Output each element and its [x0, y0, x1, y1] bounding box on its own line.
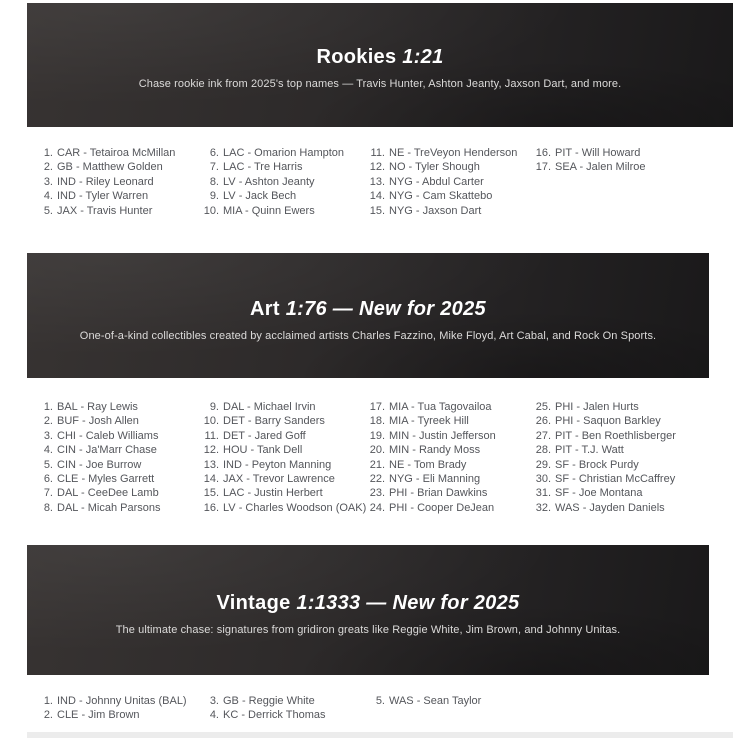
checklist-item: [202, 189, 368, 203]
item-label: WAS - Sean Taylor: [389, 695, 482, 707]
item-number: 6.: [209, 147, 219, 159]
item-label: IND - Peyton Manning: [223, 458, 332, 471]
item-label: MIN - Randy Moss: [389, 444, 481, 457]
item-number: 3.: [43, 175, 53, 188]
checklist-item: [36, 146, 202, 160]
vintage-banner: [27, 545, 709, 675]
art-banner-subtitle: One-of-a-kind collectibles created by acclaimed artists Charles Fazzino, Mike Floyd, Art Cabal, and Rock On Sports.: [79, 330, 657, 342]
item-number: 31.: [535, 487, 551, 500]
item-number: 20.: [369, 444, 385, 457]
item-label: LV - Charles Woodson (OAK): [223, 501, 367, 514]
item-number: 5.: [375, 695, 385, 707]
item-number: 23.: [369, 487, 385, 500]
item-number: 10.: [203, 204, 219, 217]
rookies-title-plain: Rookies: [316, 46, 403, 68]
checklist-item: [36, 414, 202, 428]
checklist-item: [202, 694, 368, 708]
checklist-item: [202, 429, 368, 443]
checklist-item: [534, 146, 700, 160]
checklist-item: [368, 443, 534, 457]
item-number: 14.: [369, 190, 385, 203]
item-number: 2.: [43, 709, 53, 722]
item-label: DAL - CeeDee Lamb: [57, 487, 159, 500]
checklist-item: [202, 160, 368, 174]
item-label: IND - Tyler Warren: [57, 190, 149, 203]
checklist-item: [36, 458, 202, 472]
item-label: PIT - Will Howard: [555, 147, 641, 159]
rookies-title-odds: 1:21: [402, 46, 444, 68]
rookies-banner-subtitle: Chase rookie ink from 2025's top names — Travis Hunter, Ashton Jeanty, Jaxson Dart, and more.: [138, 78, 622, 90]
checklist-item: [534, 160, 700, 174]
item-label: PHI - Cooper DeJean: [389, 501, 495, 514]
item-number: 10.: [203, 415, 219, 428]
item-number: 19.: [369, 429, 385, 442]
item-label: DET - Jared Goff: [223, 429, 306, 442]
item-label: NE - Tom Brady: [389, 458, 467, 471]
art-banner: [27, 253, 709, 378]
rookies-banner-title: [27, 45, 733, 69]
item-number: 5.: [43, 204, 53, 217]
item-label: WAS - Jayden Daniels: [555, 501, 665, 514]
checklist-item: [368, 146, 534, 160]
vintage-banner-subtitle: The ultimate chase: signatures from gridiron greats like Reggie White, Jim Brown, and Johnny Unitas.: [115, 624, 621, 636]
item-label: CIN - Joe Burrow: [57, 458, 142, 471]
item-label: PHI - Brian Dawkins: [389, 487, 488, 500]
item-number: 18.: [369, 415, 385, 428]
item-label: DET - Barry Sanders: [223, 415, 325, 428]
item-number: 8.: [209, 175, 219, 188]
item-label: SF - Joe Montana: [555, 487, 643, 500]
checklist-item: [36, 708, 202, 722]
vintage-checklist: [36, 694, 534, 723]
checklist-item: [36, 472, 202, 486]
checklist-item: [202, 400, 368, 414]
item-number: 17.: [535, 161, 551, 174]
item-label: NYG - Abdul Carter: [389, 175, 484, 188]
checklist-item: [202, 146, 368, 160]
item-label: JAX - Trevor Lawrence: [223, 473, 335, 486]
item-number: 6.: [43, 473, 53, 486]
item-number: 7.: [43, 487, 53, 500]
checklist-item: [368, 204, 534, 218]
checklist-column: [368, 400, 534, 515]
item-label: NO - Tyler Shough: [389, 161, 480, 174]
item-number: 11.: [204, 429, 219, 442]
item-label: KC - Derrick Thomas: [223, 709, 326, 722]
item-label: PIT - Ben Roethlisberger: [555, 429, 676, 442]
item-label: GB - Matthew Golden: [57, 161, 163, 174]
checklist-item: [368, 458, 534, 472]
item-number: 14.: [203, 473, 219, 486]
checklist-item: [534, 458, 700, 472]
checklist-item: [202, 443, 368, 457]
rookies-checklist: [36, 146, 700, 218]
checklist-item: [202, 414, 368, 428]
item-number: 30.: [535, 473, 551, 486]
item-number: 15.: [203, 487, 219, 500]
next-section-divider: [27, 732, 733, 738]
checklist-item: [368, 414, 534, 428]
item-number: 13.: [369, 175, 385, 188]
item-label: GB - Reggie White: [223, 695, 315, 707]
item-label: MIA - Tyreek Hill: [389, 415, 469, 428]
item-label: BUF - Josh Allen: [57, 415, 139, 428]
checklist-item: [368, 160, 534, 174]
item-label: MIA - Tua Tagovailoa: [389, 401, 492, 413]
item-label: CHI - Caleb Williams: [57, 429, 159, 442]
vintage-title-odds: 1:1333 — New for 2025: [296, 592, 520, 614]
checklist-item: [534, 414, 700, 428]
checklist-column: [534, 146, 700, 218]
item-number: 1.: [43, 147, 53, 159]
art-banner-title: [27, 297, 709, 321]
item-number: 21.: [369, 458, 385, 471]
item-number: 3.: [43, 429, 53, 442]
item-label: LV - Jack Bech: [223, 190, 297, 203]
item-label: LAC - Justin Herbert: [223, 487, 323, 500]
item-number: 15.: [369, 204, 385, 217]
item-label: CAR - Tetairoa McMillan: [57, 147, 176, 159]
item-label: LV - Ashton Jeanty: [223, 175, 315, 188]
checklist-item: [368, 486, 534, 500]
item-label: PHI - Saquon Barkley: [555, 415, 661, 428]
item-number: 1.: [43, 695, 53, 707]
checklist-item: [368, 400, 534, 414]
item-number: 7.: [209, 161, 219, 174]
item-label: IND - Johnny Unitas (BAL): [57, 695, 187, 707]
item-number: 25.: [535, 401, 551, 413]
checklist-item: [202, 501, 368, 515]
item-number: 2.: [43, 415, 53, 428]
item-number: 12.: [369, 161, 385, 174]
item-label: SEA - Jalen Milroe: [555, 161, 646, 174]
checklist-item: [368, 175, 534, 189]
checklist-item: [36, 501, 202, 515]
item-label: LAC - Omarion Hampton: [223, 147, 345, 159]
item-number: 4.: [43, 190, 53, 203]
checklist-item: [368, 472, 534, 486]
item-number: 29.: [535, 458, 551, 471]
checklist-item: [36, 175, 202, 189]
checklist-item: [202, 204, 368, 218]
checklist-item: [534, 501, 700, 515]
checklist-item: [36, 204, 202, 218]
item-label: PIT - T.J. Watt: [555, 444, 624, 457]
checklist-item: [36, 400, 202, 414]
checklist-column: [36, 400, 202, 515]
checklist-item: [368, 694, 534, 708]
art-title-odds: 1:76 — New for 2025: [285, 298, 486, 320]
item-number: 13.: [203, 458, 219, 471]
item-label: LAC - Tre Harris: [223, 161, 303, 174]
item-number: 17.: [369, 401, 385, 413]
checklist-item: [368, 501, 534, 515]
rookies-banner: [27, 3, 733, 127]
item-number: 26.: [535, 415, 551, 428]
item-number: 1.: [43, 401, 53, 413]
item-number: 4.: [209, 709, 219, 722]
item-number: 12.: [203, 444, 219, 457]
item-number: 8.: [43, 501, 53, 514]
item-label: DAL - Michael Irvin: [223, 401, 316, 413]
checklist-item: [534, 443, 700, 457]
item-label: SF - Brock Purdy: [555, 458, 639, 471]
item-label: NE - TreVeyon Henderson: [389, 147, 518, 159]
item-label: JAX - Travis Hunter: [57, 204, 153, 217]
item-label: PHI - Jalen Hurts: [555, 401, 639, 413]
item-label: MIA - Quinn Ewers: [223, 204, 315, 217]
item-number: 3.: [209, 695, 219, 707]
checklist-item: [36, 443, 202, 457]
checklist-item: [36, 429, 202, 443]
checklist-column: [368, 146, 534, 218]
checklist-item: [368, 189, 534, 203]
checklist-item: [534, 429, 700, 443]
checklist-column: [36, 146, 202, 218]
checklist-column: [202, 400, 368, 515]
item-label: HOU - Tank Dell: [223, 444, 303, 457]
item-label: NYG - Eli Manning: [389, 473, 481, 486]
checklist-column: [368, 694, 534, 723]
item-number: 5.: [43, 458, 53, 471]
checklist-item: [202, 175, 368, 189]
checklist-item: [36, 189, 202, 203]
art-checklist: [36, 400, 700, 515]
checklist-column: [36, 694, 202, 723]
checklist-item: [202, 472, 368, 486]
checklist-item: [202, 458, 368, 472]
item-number: 22.: [369, 473, 385, 486]
checklist-column: [202, 694, 368, 723]
item-number: 24.: [369, 501, 385, 514]
item-number: 2.: [43, 161, 53, 174]
item-label: IND - Riley Leonard: [57, 175, 154, 188]
checklist-column: [202, 146, 368, 218]
item-number: 27.: [535, 429, 551, 442]
item-label: DAL - Micah Parsons: [57, 501, 161, 514]
art-title-plain: Art: [250, 298, 286, 320]
checklist-item: [36, 160, 202, 174]
item-label: BAL - Ray Lewis: [57, 401, 138, 413]
item-label: CLE - Jim Brown: [57, 709, 140, 722]
vintage-title-plain: Vintage: [216, 592, 297, 614]
checklist-item: [36, 694, 202, 708]
item-label: CLE - Myles Garrett: [57, 473, 155, 486]
checklist-item: [202, 708, 368, 722]
vintage-banner-title: [27, 591, 709, 615]
item-number: 16.: [203, 501, 219, 514]
checklist-item: [202, 486, 368, 500]
item-label: NYG - Cam Skattebo: [389, 190, 493, 203]
checklist-item: [534, 486, 700, 500]
checklist-item: [534, 472, 700, 486]
item-label: NYG - Jaxson Dart: [389, 204, 482, 217]
item-number: 11.: [370, 147, 385, 159]
item-number: 16.: [535, 147, 551, 159]
item-number: 32.: [535, 501, 551, 514]
checklist-item: [534, 400, 700, 414]
item-number: 9.: [209, 190, 219, 203]
item-label: SF - Christian McCaffrey: [555, 473, 676, 486]
item-label: CIN - Ja'Marr Chase: [57, 444, 157, 457]
item-label: MIN - Justin Jefferson: [389, 429, 496, 442]
item-number: 9.: [209, 401, 219, 413]
checklist-item: [36, 486, 202, 500]
checklist-item: [368, 429, 534, 443]
item-number: 28.: [535, 444, 551, 457]
checklist-column: [534, 400, 700, 515]
item-number: 4.: [43, 444, 53, 457]
